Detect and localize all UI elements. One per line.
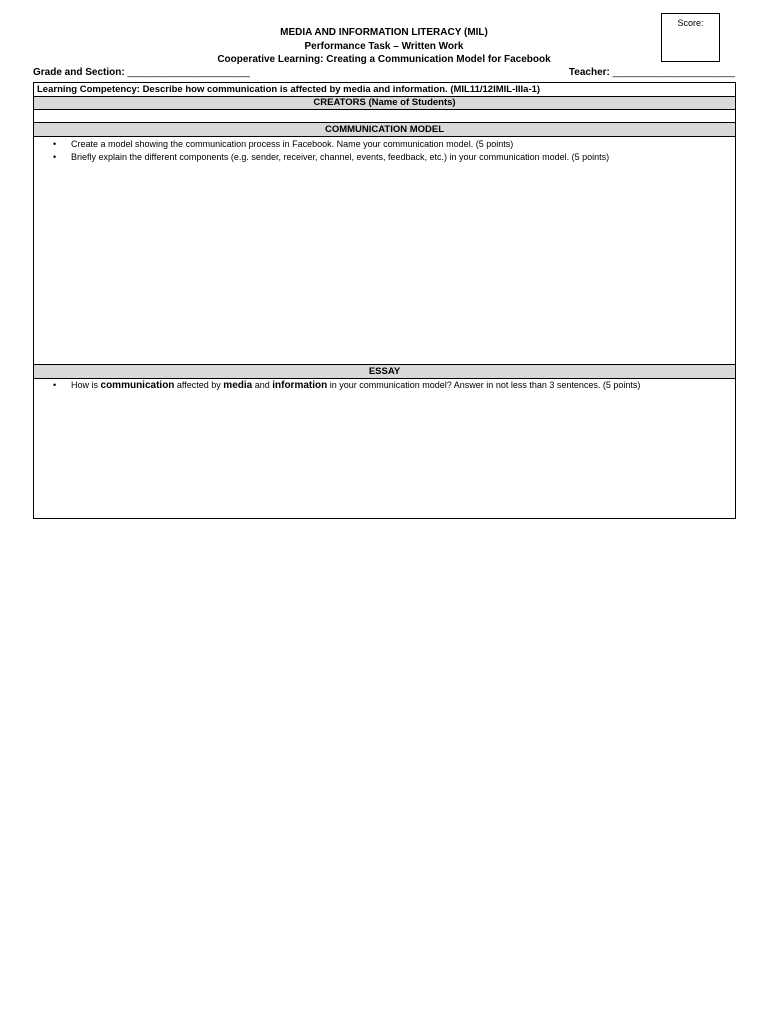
worksheet-table	[33, 82, 736, 519]
creators-input-row[interactable]	[34, 110, 735, 123]
teacher-blank[interactable]: ______________________	[612, 67, 735, 78]
list-item	[34, 138, 735, 151]
essay-keyword-information: information	[272, 380, 328, 391]
list-item	[34, 379, 735, 392]
essay-answer-area[interactable]	[34, 379, 735, 518]
essay-text-4: in your communication model? Answer in not less than 3 sentences. (5 points)	[327, 380, 641, 390]
communication-instructions	[34, 137, 735, 164]
essay-header: ESSAY	[34, 365, 735, 379]
bullet-icon: •	[53, 380, 57, 390]
communication-model-header: COMMUNICATION MODEL	[34, 123, 735, 137]
essay-instructions	[34, 379, 735, 392]
essay-text-3: and	[252, 380, 273, 390]
bullet-icon: •	[53, 152, 57, 162]
grade-section-label: Grade and Section:	[33, 67, 125, 78]
list-item	[34, 151, 735, 164]
activity-title: Cooperative Learning: Creating a Communication Model for Facebook	[217, 54, 551, 65]
teacher-field[interactable]	[569, 67, 735, 78]
learning-competency: Learning Competency: Describe how communication is affected by media and information. (MIL11/12IMIL-IIIa-1)	[34, 83, 735, 97]
essay-text-2: affected by	[174, 380, 224, 390]
essay-text-1: How is	[71, 380, 101, 390]
grade-section-field[interactable]	[33, 67, 250, 78]
document-header	[0, 26, 768, 67]
course-title: MEDIA AND INFORMATION LITERACY (MIL)	[280, 27, 488, 38]
grade-section-blank[interactable]: ______________________	[127, 67, 250, 78]
essay-keyword-communication: communication	[100, 380, 175, 391]
essay-keyword-media: media	[223, 380, 253, 391]
instruction-text: Create a model showing the communication process in Facebook. Name your communication model. (5 points)	[71, 139, 514, 149]
score-label: Score:	[677, 18, 704, 28]
communication-model-area[interactable]	[34, 137, 735, 365]
bullet-icon: •	[53, 139, 57, 149]
task-title: Performance Task – Written Work	[304, 40, 464, 52]
instruction-text: Briefly explain the different components (e.g. sender, receiver, channel, events, feedback, etc.) in your communication model. (5 points)	[71, 152, 610, 162]
creators-header: CREATORS (Name of Students)	[34, 97, 735, 110]
teacher-label: Teacher:	[568, 67, 610, 78]
